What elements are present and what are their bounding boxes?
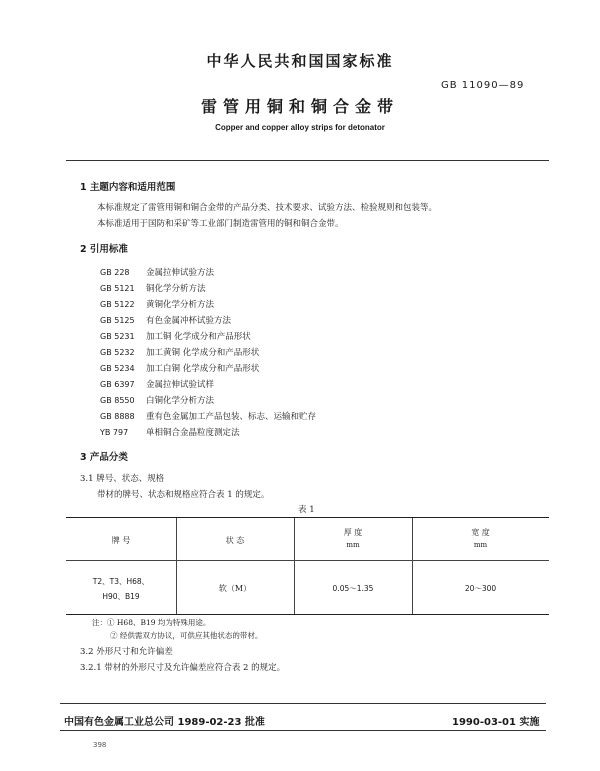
ref-code: GB 5125 <box>100 316 135 325</box>
ref-code: GB 6397 <box>100 380 135 389</box>
header-thickness: 厚 度 <box>343 528 363 537</box>
ref-code: YB 797 <box>100 428 129 437</box>
ref-title: 有色金属冲杯试验方法 <box>146 316 232 326</box>
cell-width: 20～300 <box>464 584 497 593</box>
section-2-heading: 2 引用标准 <box>80 244 128 255</box>
ref-code: GB 5234 <box>100 364 135 373</box>
cell-grade-line-1: T2、T3、H68、 <box>92 577 150 586</box>
header-grade: 牌 号 <box>111 536 131 545</box>
list-item <box>100 378 214 390</box>
footer-bottom-rule <box>60 730 546 731</box>
section-3-heading: 3 产品分类 <box>80 452 128 463</box>
ref-title: 黄铜化学分析方法 <box>146 300 215 310</box>
standard-code: GB 11090—89 <box>441 80 525 91</box>
ref-code: GB 228 <box>100 268 130 277</box>
specification-table <box>66 517 549 615</box>
subsection-3-2-1-text: 3.2.1 带材的外形尺寸及允许偏差应符合表 2 的规定。 <box>80 663 286 673</box>
subsection-3-2-heading: 3.2 外形尺寸和允许偏差 <box>80 647 173 657</box>
ref-title: 加工白铜 化学成分和产品形状 <box>146 364 260 374</box>
header-state: 状 态 <box>225 536 245 545</box>
footer-divider <box>60 703 546 704</box>
ref-code: GB 5231 <box>100 332 135 341</box>
subsection-3-1-heading: 3.1 牌号、状态、规格 <box>80 474 165 484</box>
implementation-date: 1990-03-01 实施 <box>452 717 540 728</box>
ref-code: GB 5122 <box>100 300 135 309</box>
ref-title: 单相铜合金晶粒度测定法 <box>146 428 240 438</box>
list-item <box>100 362 259 374</box>
ref-title: 加工黄铜 化学成分和产品形状 <box>146 348 260 358</box>
national-standard-title: 中华人民共和国国家标准 <box>206 52 394 70</box>
ref-title: 加工铜 化学成分和产品形状 <box>146 332 251 342</box>
section-1-paragraph-1: 本标准规定了雷管用铜和铜合金带的产品分类、技术要求、试验方法、检验规则和包装等。 <box>97 203 438 213</box>
cell-state: 软（M） <box>218 584 252 593</box>
header-width-unit: mm <box>473 541 488 549</box>
section-1-heading: 1 主题内容和适用范围 <box>80 182 176 193</box>
list-item <box>100 394 214 406</box>
ref-title: 金属拉伸试验方法 <box>146 268 215 278</box>
document-title: 雷管用铜和铜合金带 <box>200 97 399 116</box>
ref-code: GB 8550 <box>100 396 135 405</box>
ref-title: 重有色金属加工产品包装、标志、运输和贮存 <box>146 412 317 422</box>
table-column-divider <box>176 518 177 614</box>
page-number: 398 <box>93 741 107 749</box>
list-item <box>100 298 214 310</box>
table-caption: 表 1 <box>298 505 315 515</box>
list-item <box>100 314 231 326</box>
header-thickness-unit: mm <box>346 541 360 549</box>
table-note-2: ② 经供需双方协议，可供应其他状态的带材。 <box>110 631 263 640</box>
section-1-paragraph-2: 本标准适用于国防和采矿等工业部门制造雷管用的铜和铜合金带。 <box>97 219 344 229</box>
list-item <box>100 330 251 342</box>
table-header-divider <box>66 560 549 561</box>
table-note-1: 注：① H68、B19 均为特殊用途。 <box>92 618 211 627</box>
subsection-3-1-text: 带材的牌号、状态和规格应符合表 1 的规定。 <box>97 490 270 500</box>
cell-grade-line-2: H90、B19 <box>102 592 140 601</box>
ref-code: GB 5232 <box>100 348 135 357</box>
header-divider <box>66 160 549 161</box>
ref-title: 白铜化学分析方法 <box>146 396 215 406</box>
ref-title: 金属拉伸试验试样 <box>146 380 215 390</box>
list-item <box>100 426 240 438</box>
list-item <box>100 346 259 358</box>
ref-code: GB 5121 <box>100 284 135 293</box>
header-width: 宽 度 <box>471 528 490 537</box>
ref-title: 铜化学分析方法 <box>146 284 206 294</box>
approval-line: 中国有色金属工业总公司 1989-02-23 批准 <box>64 717 265 728</box>
english-title: Copper and copper alloy strips for detonator <box>215 123 385 132</box>
ref-code: GB 8888 <box>100 412 135 421</box>
list-item <box>100 282 206 294</box>
list-item <box>100 266 214 278</box>
list-item <box>100 410 316 422</box>
cell-thickness: 0.05～1.35 <box>332 584 374 593</box>
